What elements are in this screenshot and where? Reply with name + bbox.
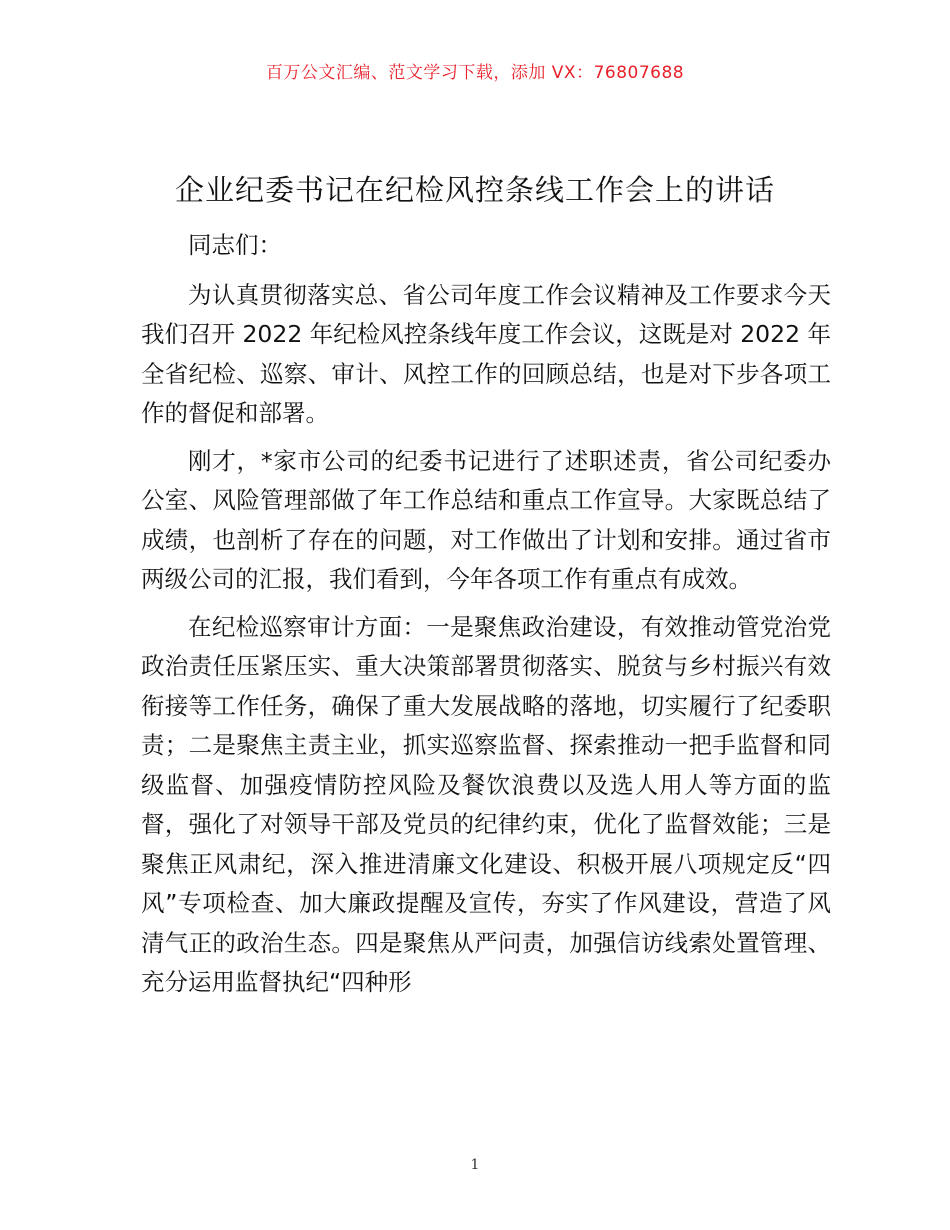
page-number: 1	[470, 1157, 480, 1173]
paragraph-2: 刚才，*家市公司的纪委书记进行了述职述责，省公司纪委办公室、风险管理部做了年工作总结和重点工作宣导。大家既总结了成绩，也剖析了存在的问题，对工作做出了计划和安排。通过省市两级公司的汇报，我们看到，今年各项工作有重点有成效。	[141, 446, 831, 593]
document-body	[141, 226, 831, 1011]
paragraph-1: 为认真贯彻落实总、省公司年度工作会议精神及工作要求今天我们召开 2022 年纪检风控条线年度工作会议，这既是对 2022 年全省纪检、巡察、审计、风控工作的回顾总结，也是对下步各项工作的督促和部署。	[141, 280, 831, 427]
header-note: 百万公文汇编、范文学习下载，添加 VX：76807688	[265, 63, 685, 83]
document-title: 企业纪委书记在纪检风控条线工作会上的讲话	[174, 173, 775, 207]
paragraph-3: 在纪检巡察审计方面：一是聚焦政治建设，有效推动管党治党政治责任压紧压实、重大决策部署贯彻落实、脱贫与乡村振兴有效衔接等工作任务，确保了重大发展战略的落地，切实履行了纪委职责；二是聚焦主责主业，抓实巡察监督、探索推动一把手监督和同级监督、加强疫情防控风险及餐饮浪费以及选人用人等方面的监督，强化了对领导干部及党员的纪律约束，优化了监督效能；三是聚焦正风肃纪，深入推进清廉文化建设、积极开展八项规定反“四风”专项检查、加大廉政提醒及宣传，夯实了作风建设，营造了风清气正的政治生态。四是聚焦从严问责，加强信访线索处置管理、充分运用监督执纪“四种形	[141, 612, 831, 996]
salutation: 同志们：	[188, 231, 282, 259]
